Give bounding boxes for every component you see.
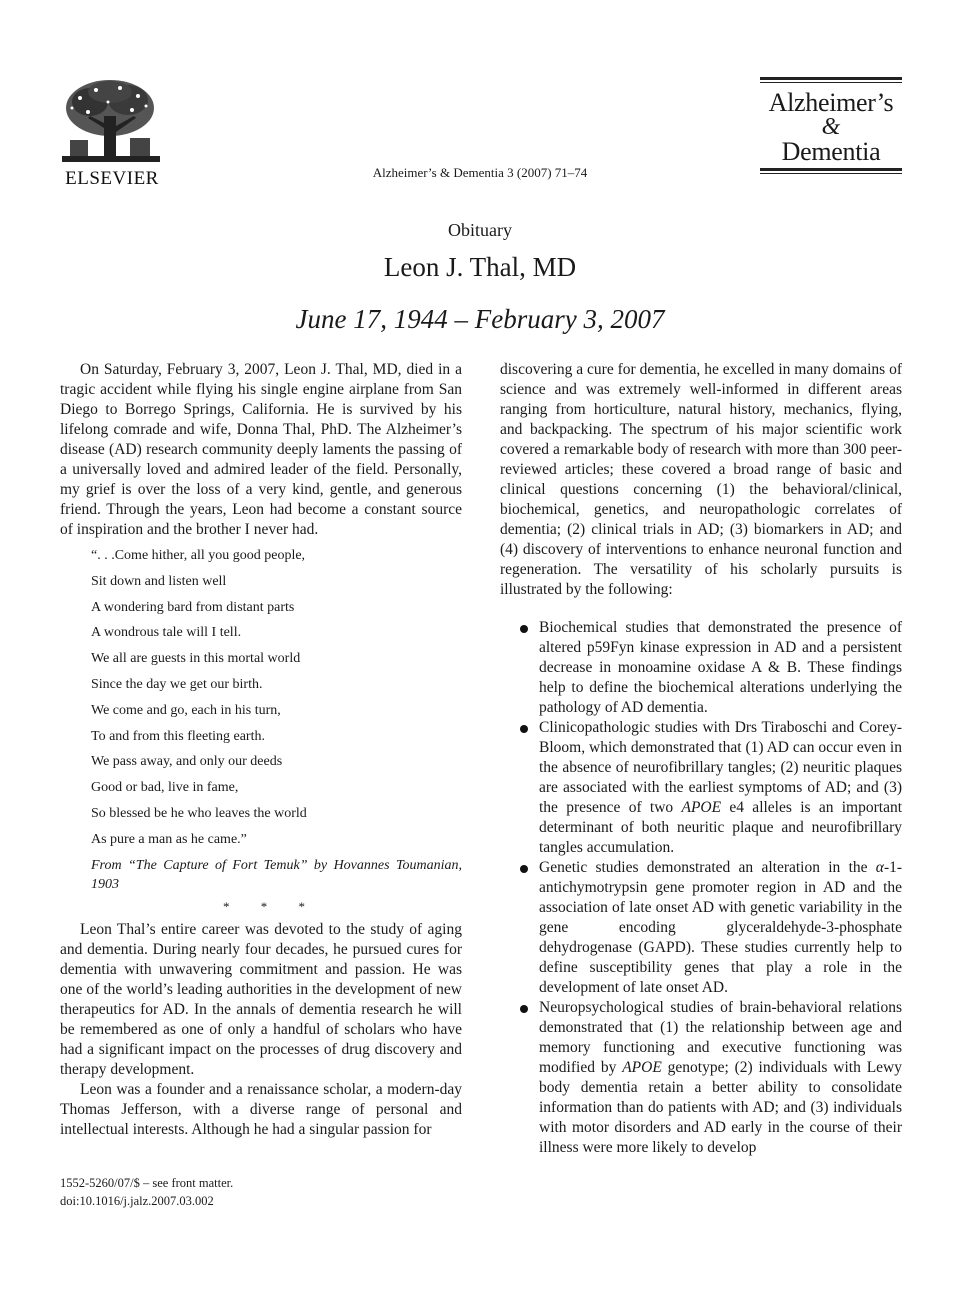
- poem-line: We come and go, each in his turn,: [91, 702, 281, 718]
- journal-citation: Alzheimer’s & Dementia 3 (2007) 71–74: [372, 165, 588, 180]
- poem-line: Sit down and listen well: [91, 573, 227, 589]
- poem-line: “. . .Come hither, all you good people,: [91, 548, 306, 563]
- list-item-text: Clinicopathologic studies with Drs Tiraboschi and Corey-Bloom, which demonstrated that (1) AD can occur even in the absence of neurofibrillary tangles; (2) neuritic plaques are associated with the earliest symptoms of AD; and (3) the presence of two: [539, 719, 902, 816]
- left-column: [60, 360, 462, 1140]
- paragraph-renaissance: Leon was a founder and a renaissance scholar, a modern-day Thomas Jefferson, with a diverse range of personal and intellectual interests. Although he had a singular passion for: [60, 1080, 462, 1138]
- list-item: [500, 998, 902, 1158]
- tree-emblem-icon: [60, 78, 162, 166]
- list-item: [500, 718, 902, 858]
- journal-masthead: [760, 77, 902, 174]
- list-item-text: genotype; (2) individuals with Lewy body dementia retain a better ability to consolidate information than do patients with AD; and (3) individuals with motor disorders and AD early in the course of their illness were more likely to develop: [539, 1059, 903, 1156]
- doi-line: doi:10.1016/j.jalz.2007.03.002: [60, 1194, 214, 1208]
- poem-line: Since the day we get our birth.: [91, 676, 263, 692]
- masthead-rule-bottom-thin: [760, 173, 902, 174]
- poem-line: A wondrous tale will I tell.: [91, 625, 242, 641]
- poem-line: To and from this fleeting earth.: [91, 728, 265, 744]
- bullet-icon: [520, 1005, 528, 1013]
- bullet-icon: [520, 625, 528, 633]
- poem-line: So blessed be he who leaves the world: [91, 805, 307, 821]
- poem-line: We all are guests in this mortal world: [91, 651, 301, 667]
- poem: [91, 546, 462, 850]
- poem-line: A wondering bard from distant parts: [91, 599, 295, 615]
- journal-name-line2: Dementia: [781, 137, 881, 166]
- issn-line: 1552-5260/07/$ – see front matter.: [60, 1176, 234, 1190]
- research-list: [500, 618, 902, 1158]
- masthead-rule-top-thin: [760, 82, 902, 83]
- list-item-text: Neuropsychological studies of brain-behavioral relations demonstrated that (1) the relationship between age and memory functioning and executive functioning was modified by: [539, 999, 902, 1076]
- bullet-icon: [520, 865, 528, 873]
- life-dates: June 17, 1944 – February 3, 2007: [295, 304, 665, 334]
- elsevier-logo: [60, 78, 162, 190]
- list-item-text: -1-antichymotrypsin gene promoter region in AD and the association of late onset AD with genetic variability in the gene encoding glyceraldehyde-3-phosphate dehydrogenase (GAPD). These studies currently help to define susceptibility genes that play a role in the development of late onset AD.: [539, 859, 903, 996]
- paragraph-intro: On Saturday, February 3, 2007, Leon J. Thal, MD, died in a tragic accident while flying his single engine airplane from San Diego to Borrego Springs, California. He is survived by his lifelong comrade and wife, Donna Thal, PhD. The Alzheimer’s disease (AD) research community deeply laments the passing of a universally loved and admired leader of the field. Personally, my grief is over the loss of a very kind, gentle, and generous friend. Through the years, Leon had become a constant source of inspiration and the brother I never had.: [60, 361, 462, 538]
- paragraph-continued: discovering a cure for dementia, he excelled in many domains of science and was extremely well-informed in different areas ranging from horticulture, natural history, mechanics, flying, and backpacking. The spectrum of his major scientific work covered a remarkable body of research with more than 300 peer-reviewed articles; these covered a broad range of basic and clinical questions concerning (1) the behavioral/clinical, biochemical, genetics, and neuropathologic correlates of dementia; (2) clinical trials in AD; (3) biomarkers in AD; and (4) discovery of interventions to enhance neuronal function and regeneration. The versatility of his scholarly pursuits is illustrated by the following:: [500, 361, 902, 598]
- list-item-text: e4 alleles is an important determinant of both neuritic plaque and neurofibrillary tangles accumulation.: [539, 799, 903, 856]
- publisher-name: ELSEVIER: [65, 168, 159, 189]
- journal-name-ampersand: &: [821, 114, 841, 140]
- gene-name: APOE: [622, 1059, 662, 1076]
- poem-line: As pure a man as he came.”: [91, 831, 247, 847]
- journal-name-line1: Alzheimer’s: [768, 88, 894, 117]
- masthead-rule-top: [760, 77, 902, 80]
- list-item-text: Biochemical studies that demonstrated the presence of altered p59Fyn kinase expression in AD and a persistent decrease in monoamine oxidase A & B. These findings help to define the biochemical alterations underlying the pathology of AD dementia.: [539, 619, 902, 716]
- bullet-icon: [520, 725, 528, 733]
- poem-line: We pass away, and only our deeds: [91, 754, 283, 770]
- paragraph-career: Leon Thal’s entire career was devoted to the study of aging and dementia. During nearly four decades, he pursued cures for dementia with unwavering commitment and passion. He was one of the world’s leading authorities in the development of new therapeutics for AD. In the annals of dementia research he will be remembered as one of only a handful of scholars who have had a significant impact on the processes of drug discovery and therapy development.: [60, 920, 462, 1078]
- section-separator: * * *: [223, 898, 319, 914]
- greek-alpha: α: [875, 859, 884, 876]
- poem-attribution: From “The Capture of Fort Temuk” by Hovannes Toumanian, 1903: [91, 857, 462, 892]
- article-section: Obituary: [448, 220, 512, 240]
- list-item-text: Genetic studies demonstrated an alteration in the: [539, 859, 868, 876]
- article-title: Leon J. Thal, MD: [383, 252, 577, 282]
- right-column: [500, 360, 902, 1158]
- list-item: [500, 858, 902, 998]
- gene-name: APOE: [681, 799, 722, 816]
- footer: [60, 1174, 233, 1210]
- masthead-rule-bottom: [760, 168, 902, 171]
- list-item: [500, 618, 902, 718]
- poem-line: Good or bad, live in fame,: [91, 780, 239, 796]
